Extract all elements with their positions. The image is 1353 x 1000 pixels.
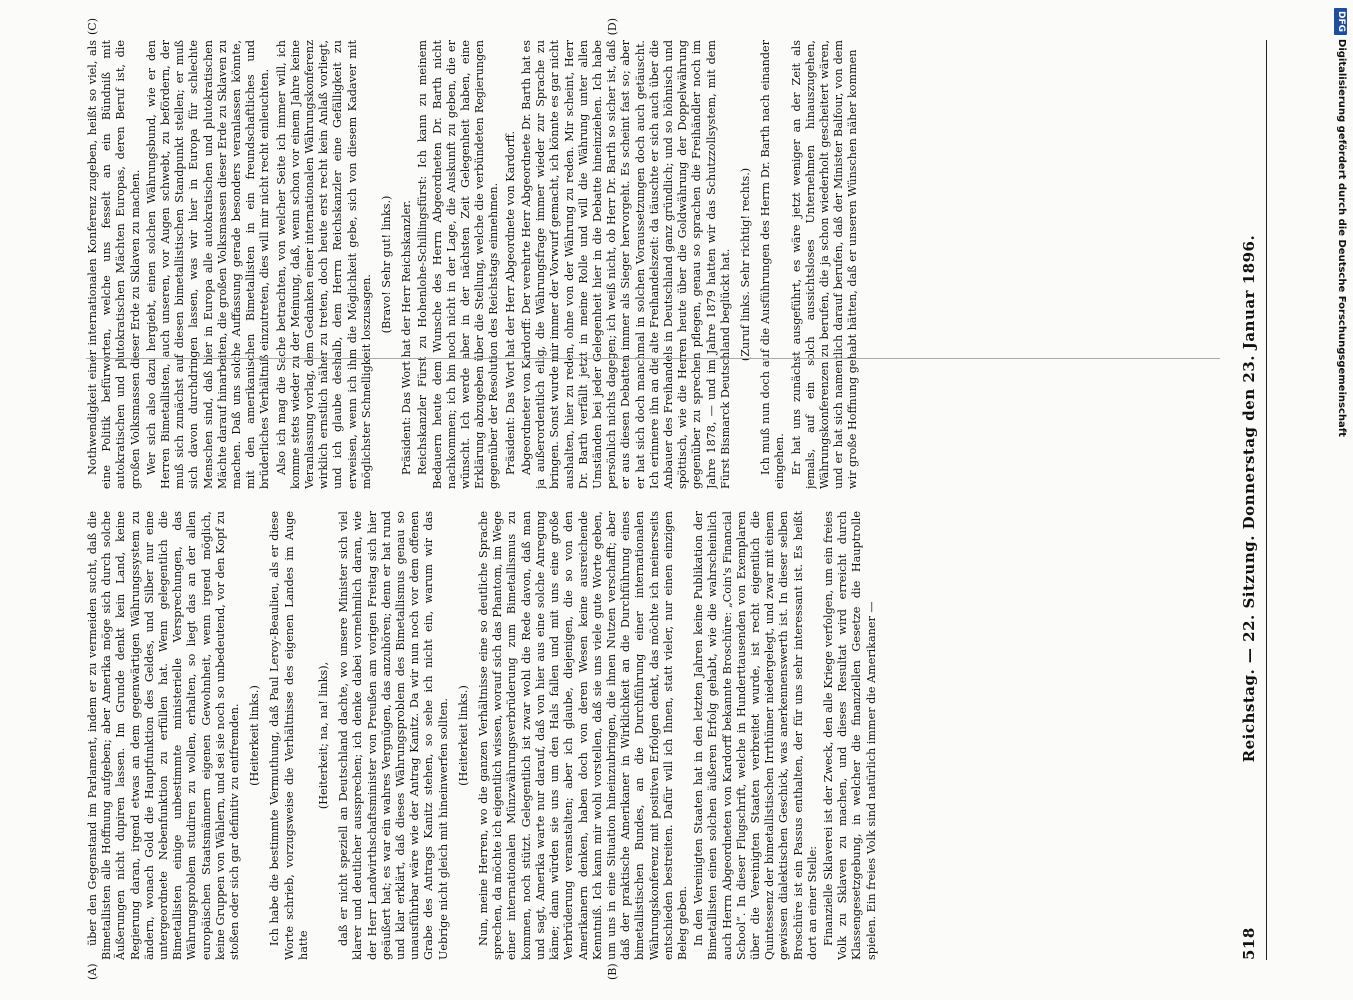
right-column-paragraph: (Bravo! Sehr gut! links.) <box>380 195 394 334</box>
page-number: 518 <box>1240 927 1258 960</box>
left-column-paragraph: (Heiterkeit; na, na! links), <box>317 661 331 810</box>
right-column-paragraph: Ich muß nun doch auf die Ausführungen des Herrn Dr. Barth nach einander eingehen. <box>759 40 787 489</box>
right-column <box>86 40 1220 489</box>
right-column-paragraph: Also ich mag die Sache betrachten, von welcher Seite ich immer will, ich komme stets wieder zu der Meinung, daß, wenn schon vor einem Jahre keine Veranlassung vorlag, dem Gedanken einer internationalen Währungskonferenz wirklich ernstlich näher zu treten, doch heute erst recht kein Anlaß vorliegt, und ich glaube deshalb, dem Herrn Reichskanzler eine Gefälligkeit zu erweisen, wenn ich ihm die Möglichkeit gebe, sich von diesem Kadaver mit möglichster Schnelligkeit loszusagen. <box>274 40 373 489</box>
page-header <box>1232 40 1267 960</box>
right-column-paragraph: Wer sich also dazu hergiebt, einen solchen Währungsbund, wie er den Herren Bimetallisten, auch unseren, vor Augen schwebt, zu befördern, der muß sich zunächst auf diesen bimetallistischen Standpunkt stellen; er muß sich davon durchdringen lassen, was wir hier in Europa für schlechte Menschen sind, daß hier in Europa alle autokratischen und plutokratischen Mächte darauf hinarbeiten, die großen Volksmassen dieser Erde zu Sklaven zu machen. Daß uns solche Auffassung gerade besonders veranlassen könnte, mit den amerikanischen Bimetallisten in ein freundschaftliches und brüderliches Verhältniß einzutreten, dies will mir nicht recht einleuchten. <box>144 40 272 489</box>
margin-mark-a: (A) <box>86 963 99 980</box>
dfg-logo: DFG <box>1335 8 1348 35</box>
digitization-note: Digitalisierung gefördert durch die Deutsche Forschungsgemeinschaft <box>1336 39 1347 437</box>
margin-mark-b: (B) <box>606 963 619 980</box>
left-column-paragraph: Finanzielle Sklaverei ist der Zweck, den alle Kriege verfolgen, um ein freies Volk zu Sklaven zu machen, und dieses Resultat wird erreicht durch Klassengesetzgebung, in welcher die finanziellen Gesetze die Hauptrolle spielen. Ein freies Volk sind natürlich immer die Amerikaner — <box>821 511 878 960</box>
digitization-sidebar <box>1333 8 1349 628</box>
left-column <box>86 511 1220 960</box>
right-column-paragraph: Reichskanzler Fürst zu Hohenlohe-Schillingsfürst: Ich kann zu meinem Bedauern heute dem Wunsche des Herrn Abgeordneten Dr. Barth nicht nachkommen; ich bin noch nicht in der Lage, die Auskunft zu geben, die er wünscht. Ich werde aber in der nächsten Zeit Gelegenheit haben, eine Erklärung abzugeben über die Stellung, welche die verbündeten Regierungen gegenüber der Resolution des Reichstags einnehmen. <box>416 40 501 489</box>
rotated-sheet <box>46 20 1306 980</box>
text-columns <box>86 40 1220 960</box>
right-column-paragraph: (Zuruf links. Sehr richtig! rechts.) <box>738 167 752 362</box>
margin-mark-c: (C) <box>86 18 99 35</box>
right-column-paragraph: Abgeordneter von Kardorff: Der verehrte Herr Abgeordnete Dr. Barth hat es ja außerordentlich eilig, die Währungsfrage immer wieder zur Sprache zu bringen. Sonst wurde mir immer der Vorwurf gemacht, ich könnte es gar nicht aushalten, hier zu reden, ohne von der Währung zu reden. Mir scheint, Herr Dr. Barth verfällt jetzt in meine Rolle und will die Währung unter allen Umständen bei jeder Gelegenheit hier in die Debatte hineinziehen. Ich habe persönlich nichts dagegen; ich weiß nicht, ob Herr Dr. Barth so sicher ist, daß er aus diesen Debatten immer als Sieger hervorgeht. Es scheint fast so; aber er hat sich doch manchmal in solchen Voraussetzungen doch auch getäuscht. Ich erinnere ihn an die alte Freihandelszeit: da täuschte er sich auch über die Anbauer des Freihandels in Deutschland ganz gründlich; und so höhnisch und spöttisch, wie die Herren heute über die Goldwährung der Doppelwährung gegenüber zu sprechen pflegen, genau so sprachen die Freihändler noch im Jahre 1878, — und im Jahre 1879 hatten wir das Schutzzollsystem, mit dem Fürst Bismarck Deutschland beglückt hat. <box>519 40 732 489</box>
margin-mark-d: (D) <box>606 18 619 36</box>
right-column-paragraph: Präsident: Das Wort hat der Herr Reichskanzler. <box>400 200 414 475</box>
right-column-paragraph: Präsident: Das Wort hat der Herr Abgeordnete von Kardorff. <box>503 130 517 475</box>
left-column-paragraph: daß er nicht speziell an Deutschland dachte, wo unsere Minister sich viel klarer und deutlicher aussprechen; ich denke dabei vornehmlich daran, wie der Herr Landwirthschaftsminister von Preußen am vorigen Freitag sich hier geäußert hat; es war ein wahres Vergnügen, das anzuhören; denn er hat rund und klar erklärt, daß dieses Währungsproblem des Bimetallismus genau so unausführbar wäre wie der Antrag Kanitz. Da wir nun noch vor dem offenen Grabe des Antrags Kanitz stehen, so sehe ich nicht ein, warum wir das Uebrige nicht gleich mit hineinwerfen sollten. <box>337 511 450 960</box>
left-column-paragraph: Ich habe die bestimmte Vermuthung, daß Paul Leroy-Beaulieu, als er diese Worte schrieb, vorzugsweise die Verhältnisse des eigenen Landes im Auge hatte <box>268 511 310 960</box>
left-column-paragraph: über den Gegenstand im Parlament, indem er zu vermeiden sucht, daß die Bimetallisten alle Hoffnung aufgeben; aber Amerika möge sich durch solche Äußerungen nicht dupiren lassen. Im Grunde denkt kein Land, keine Regierung daran, irgend etwas an dem gegenwärtigen Währungssystem zu ändern, wonach Gold die Hauptfunktion des Geldes, und Silber nur eine untergeordnete Nebenfunktion zu erfüllen hat. Wenn gelegentlich die Bimetallisten einige unbestimmte ministerielle Versprechungen, das Währungsproblem studiren zu wollen, erhalten, so liegt das an der allen europäischen Staatsmännern eigenen Gewohnheit, wenn irgend möglich, keine Gruppen von Wählern, und sei sie noch so unbedeutend, vor den Kopf zu stoßen oder sich gar definitiv zu entfremden. <box>86 511 242 960</box>
right-column-paragraph: Er hat uns zunächst ausgeführt, es wäre jetzt weniger an der Zeit als jemals, auf ein solch aussichtsloses Unternehmen hinauszugehen, Währungskonferenzen zu berufen, die ja schon wiederholt gescheitert wären, und er hat sich namentlich darauf berufen, daß der Minister Balfour, von dem wir große Hoffnung gehabt hätten, daß er unseren Wünschen näher kommen <box>789 40 860 489</box>
right-column-paragraph: Nothwendigkeit einer internationalen Konferenz zugeben, heißt so viel, als eine Politik befürworten, welche uns fesselt an ein Bündniß mit autokratischen und plutokratischen Mächten Europas, deren Beruf ist, die großen Volksmassen dieser Erde zu Sklaven zu machen. <box>86 40 142 489</box>
running-title: Reichstag. — 22. Sitzung. Donnerstag den 23. Januar 1896. <box>1240 234 1258 763</box>
left-column-paragraph: In den Vereinigten Staaten hat in den letzten Jahren keine Publikation der Bimetallisten einen solchen äußeren Erfolg gehabt, wie die wahrscheinlich auch Herrn Abgeordneten von Kardorff bekannte Broschüre: „Coin's Financial School“. In dieser Flugschrift, welche in Hunderttausenden von Exemplaren über die Vereinigten Staaten verbreitet wurde, ist recht eigentlich die Quintessenz der bimetallistischen Irrthümer niedergelegt, und zwar mit einem gewissen dialektischen Geschick, was anerkennenswerth ist. In dieser selben Broschüre ist ein Passus enthalten, der für uns sehr interessant ist. Es heißt dort an einer Stelle: <box>692 511 819 960</box>
column-divider <box>86 358 1220 359</box>
left-column-paragraph: Nun, meine Herren, wo die ganzen Verhältnisse eine so deutliche Sprache sprechen, da möchte ich eigentlich wissen, worauf sich das Phantom, im Wege einer internationalen Münzwährungsverbrüderung zum Bimetallismus zu kommen, noch stützt. Gelegentlich ist zwar wohl die Rede davon, daß man und sagt, Amerika warte nur darauf, daß von hier aus eine solche Anregung käme; dann würden sie uns um den Hals fallen und mit uns eine große Verbrüderung veranstalten; aber ich glaube, diejenigen, die so von den Amerikanern denken, haben doch von deren Wesen keine ausreichende Kenntniß. Ich kann mir wohl vorstellen, daß sie uns viele gute Worte geben, um uns in eine Situation hineinzubringen, die ihnen Nutzen verschafft; aber daß der praktische Amerikaner in Wirklichkeit an die Durchführung eines bimetallistischen Bundes, an die Durchführung einer internationalen Währungskonferenz mit positiven Erfolgen denkt, das möchte ich meinerseits entschieden bestreiten. Dafür will ich Ihnen, statt vieler, nur einen einzigen Beleg geben. <box>477 511 689 960</box>
left-column-paragraph: (Heiterkeit links.) <box>248 685 262 786</box>
left-column-paragraph: (Heiterkeit links.) <box>456 685 470 786</box>
